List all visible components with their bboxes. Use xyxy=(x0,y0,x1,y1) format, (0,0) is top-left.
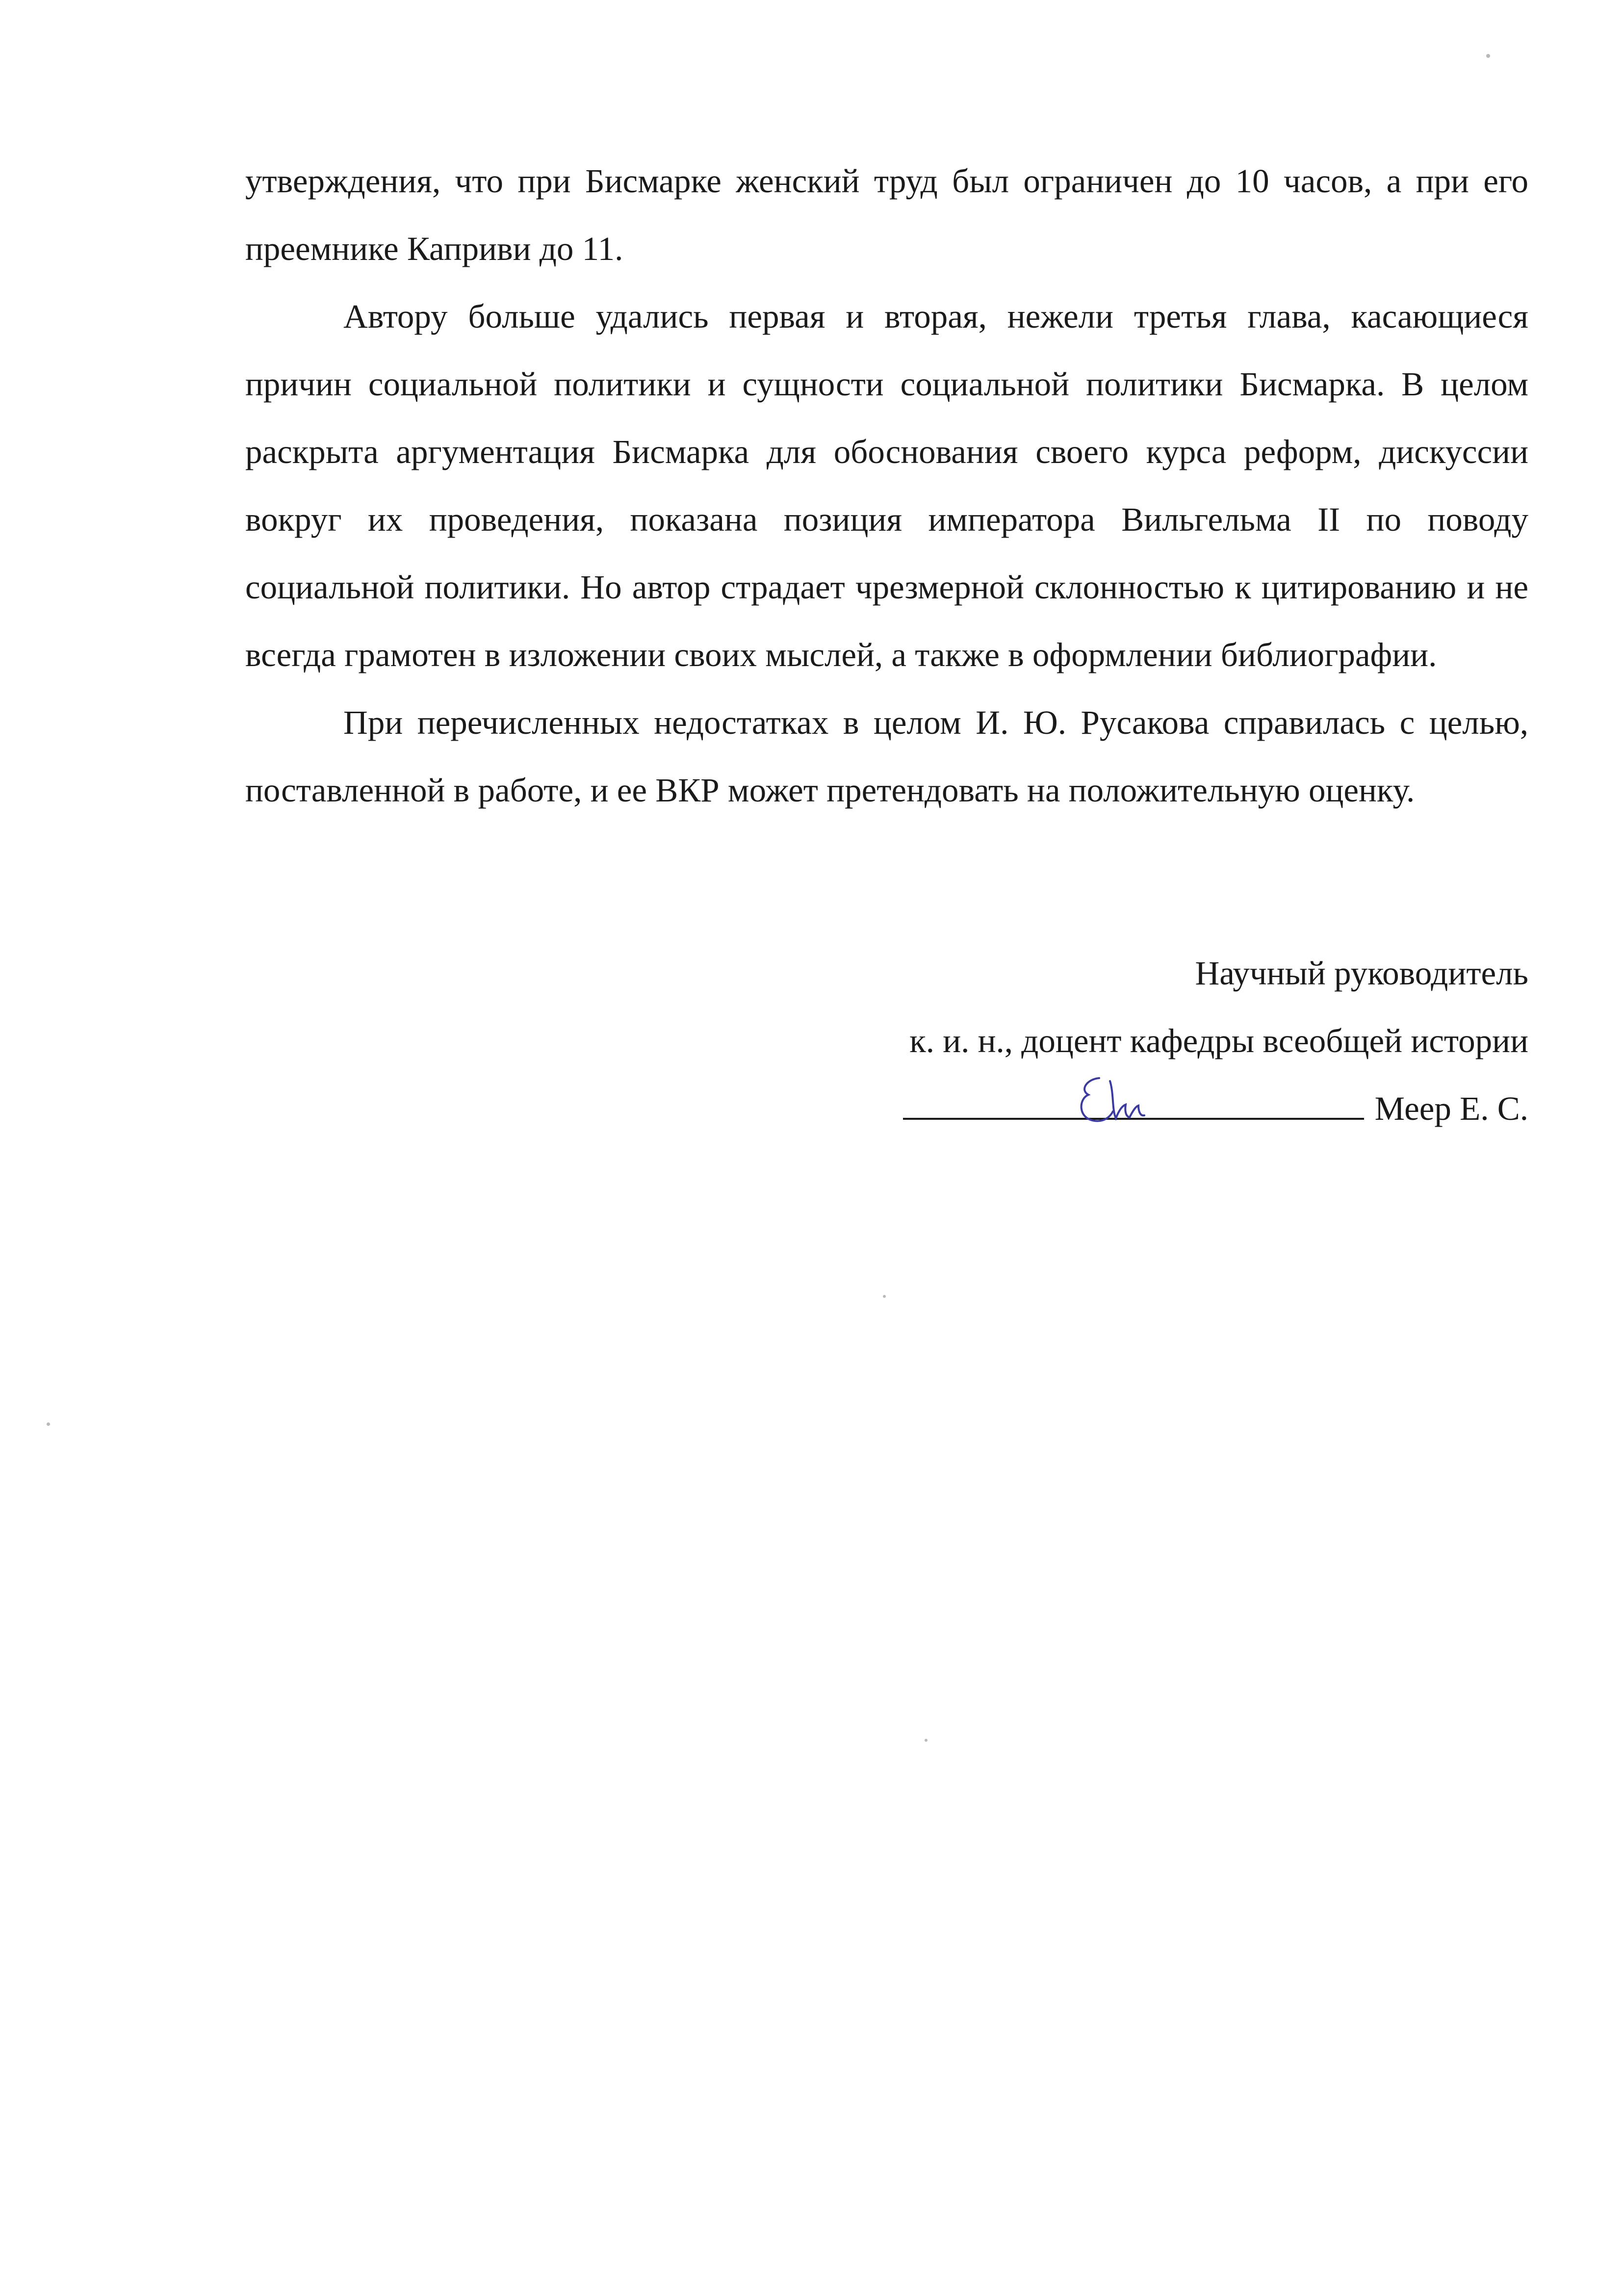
handwritten-signature xyxy=(1065,1064,1163,1138)
signer-role: Научный руководитель xyxy=(1195,954,1528,992)
body-text xyxy=(245,147,1528,824)
signature-underline xyxy=(903,1084,1364,1120)
signature-block xyxy=(903,939,1528,1142)
scan-speck xyxy=(883,1295,886,1298)
signature-line xyxy=(903,1075,1528,1142)
signature-stroke xyxy=(1081,1078,1112,1121)
scan-speck xyxy=(47,1422,50,1426)
signer-position: к. и. н., доцент кафедры всеобщей истории xyxy=(909,1022,1528,1059)
scan-speck xyxy=(925,1739,928,1742)
paragraph-1: утверждения, что при Бисмарке женский труд был ограничен до 10 часов, а при его преемнике Каприви до 11. xyxy=(245,162,1528,267)
scan-speck xyxy=(1486,54,1490,58)
signer-name: Меер Е. С. xyxy=(1374,1090,1528,1127)
signature-stroke xyxy=(1110,1081,1144,1118)
paragraph-2: Автору больше удались первая и вторая, нежели третья глава, касающиеся причин социальной политики и сущности социальной политики Бисмарка. В целом раскрыта аргументация Бисмарка для обоснования своего курса реформ, дискуссии вокруг их проведения, показана позиция императора Вильгельма II по поводу социальной политики. Но автор страдает чрезмерной склонностью к цитированию и не всегда грамотен в изложении своих мыслей, а также в оформлении библиографии. xyxy=(245,298,1528,673)
paragraph-3: При перечисленных недостатках в целом И. Ю. Русакова справилась с целью, поставленной в работе, и ее ВКР может претендовать на положительную оценку. xyxy=(245,704,1528,809)
